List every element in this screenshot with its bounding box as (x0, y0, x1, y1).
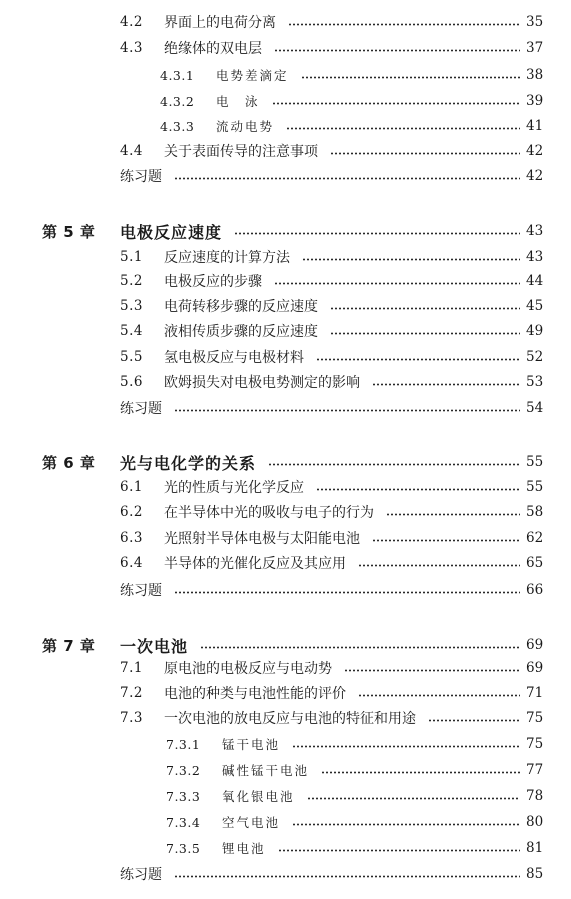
dot-leader (174, 177, 520, 180)
toc-title: 液相传质步骤的反应速度 (164, 324, 318, 340)
toc-title: 一次电池 (120, 636, 189, 656)
toc-number: 第 6 章 (42, 453, 96, 472)
toc-section[interactable] (0, 476, 571, 498)
toc-exercises[interactable] (0, 863, 571, 885)
toc-number: 7.3.3 (166, 788, 201, 804)
toc-page-number: 37 (526, 40, 544, 56)
toc-section[interactable] (0, 270, 571, 292)
toc-page-number: 45 (526, 298, 544, 314)
dot-leader (268, 463, 520, 466)
toc-page-number: 69 (526, 660, 544, 676)
toc-section[interactable] (0, 140, 571, 162)
dot-leader (330, 307, 520, 310)
dot-leader (386, 513, 520, 516)
dot-leader (174, 591, 520, 594)
toc-page-number: 53 (526, 374, 544, 390)
toc-page-number: 41 (526, 118, 544, 134)
toc-number: 4.3.3 (160, 118, 195, 134)
toc-number: 5.4 (120, 323, 143, 339)
toc-number: 5.2 (120, 273, 143, 289)
toc-page-number: 69 (526, 637, 544, 653)
toc-title: 电 泳 (216, 94, 260, 109)
toc-number: 7.3.2 (166, 762, 201, 778)
toc-subsection[interactable] (0, 837, 571, 859)
toc-page-number: 62 (526, 530, 544, 546)
dot-leader (301, 76, 520, 79)
dot-leader (272, 102, 520, 105)
toc-section[interactable] (0, 246, 571, 268)
toc-number: 7.3.1 (166, 736, 201, 752)
toc-subsection[interactable] (0, 64, 571, 86)
toc-page-number: 49 (526, 323, 544, 339)
toc-number: 6.1 (120, 479, 143, 495)
toc-page-number: 75 (526, 710, 544, 726)
toc-title: 锰干电池 (222, 737, 281, 752)
toc-section[interactable] (0, 657, 571, 679)
toc-title: 空气电池 (222, 815, 281, 830)
toc-section[interactable] (0, 682, 571, 704)
toc-page-number: 65 (526, 555, 544, 571)
toc-number: 7.3.5 (166, 840, 201, 856)
toc-section[interactable] (0, 527, 571, 549)
toc-number: 第 7 章 (42, 636, 96, 655)
dot-leader (286, 127, 520, 130)
toc-title: 界面上的电荷分离 (164, 15, 276, 31)
toc-section[interactable] (0, 346, 571, 368)
toc-number: 7.3.4 (166, 814, 201, 830)
dot-leader (358, 694, 520, 697)
toc-section[interactable] (0, 371, 571, 393)
dot-leader (278, 849, 520, 852)
toc-title: 氢电极反应与电极材料 (164, 350, 304, 366)
toc-title: 流动电势 (216, 119, 275, 134)
toc-page-number: 54 (526, 400, 544, 416)
toc-page-number: 42 (526, 143, 544, 159)
toc-title: 在半导体中光的吸收与电子的行为 (164, 505, 374, 521)
toc-number: 5.3 (120, 298, 143, 314)
toc-page-number: 58 (526, 504, 544, 520)
toc-number: 第 5 章 (42, 222, 96, 241)
toc-chapter-heading[interactable] (0, 220, 571, 242)
toc-page-number: 35 (526, 14, 544, 30)
toc-title: 电荷转移步骤的反应速度 (164, 299, 318, 315)
toc-exercises[interactable] (0, 397, 571, 419)
toc-subsection[interactable] (0, 90, 571, 112)
toc-title: 练习题 (120, 583, 162, 599)
toc-title: 电池的种类与电池性能的评价 (164, 686, 346, 702)
toc-section[interactable] (0, 320, 571, 342)
toc-title: 原电池的电极反应与电动势 (164, 661, 332, 677)
toc-subsection[interactable] (0, 759, 571, 781)
toc-number: 6.2 (120, 504, 143, 520)
dot-leader (292, 823, 520, 826)
toc-chapter-heading[interactable] (0, 451, 571, 473)
toc-subsection[interactable] (0, 785, 571, 807)
toc-page-number: 78 (526, 788, 544, 804)
dot-leader (234, 232, 520, 235)
toc-page-number: 55 (526, 454, 544, 470)
toc-page-number: 43 (526, 249, 544, 265)
dot-leader (316, 358, 520, 361)
toc-page-number: 75 (526, 736, 544, 752)
toc-exercises[interactable] (0, 165, 571, 187)
toc-section[interactable] (0, 552, 571, 574)
toc-section[interactable] (0, 295, 571, 317)
toc-number: 5.5 (120, 349, 143, 365)
toc-title: 练习题 (120, 867, 162, 883)
dot-leader (321, 771, 520, 774)
dot-leader (358, 564, 520, 567)
toc-page-number: 44 (526, 273, 544, 289)
toc-page-number: 55 (526, 479, 544, 495)
toc-page-number: 85 (526, 866, 544, 882)
toc-section[interactable] (0, 37, 571, 59)
toc-exercises[interactable] (0, 579, 571, 601)
toc-page-number: 66 (526, 582, 544, 598)
toc-title: 光与电化学的关系 (120, 453, 257, 473)
toc-title: 氧化银电池 (222, 789, 295, 804)
toc-title: 光照射半导体电极与太阳能电池 (164, 531, 360, 547)
dot-leader (174, 875, 520, 878)
toc-title: 关于表面传导的注意事项 (164, 144, 318, 160)
toc-page-number: 52 (526, 349, 544, 365)
dot-leader (316, 488, 520, 491)
toc-subsection[interactable] (0, 115, 571, 137)
toc-page-number: 71 (526, 685, 544, 701)
toc-title: 光的性质与光化学反应 (164, 480, 304, 496)
dot-leader (274, 282, 520, 285)
dot-leader (292, 745, 520, 748)
toc-section[interactable] (0, 11, 571, 33)
toc-number: 7.1 (120, 660, 143, 676)
toc-number: 4.3.2 (160, 93, 195, 109)
toc-subsection[interactable] (0, 811, 571, 833)
toc-title: 绝缘体的双电层 (164, 41, 262, 57)
toc-number: 4.2 (120, 14, 143, 30)
toc-title: 锂电池 (222, 841, 266, 856)
dot-leader (344, 669, 520, 672)
toc-title: 练习题 (120, 169, 162, 185)
dot-leader (372, 539, 520, 542)
dot-leader (274, 49, 520, 52)
toc-page-number: 80 (526, 814, 544, 830)
toc-number: 5.6 (120, 374, 143, 390)
toc-number: 6.4 (120, 555, 143, 571)
toc-page-number: 81 (526, 840, 544, 856)
toc-page-number: 38 (526, 67, 544, 83)
toc-title: 一次电池的放电反应与电池的特征和用途 (164, 711, 416, 727)
toc-number: 7.3 (120, 710, 143, 726)
toc-title: 半导体的光催化反应及其应用 (164, 556, 346, 572)
dot-leader (428, 719, 520, 722)
dot-leader (372, 383, 520, 386)
toc-number: 4.3 (120, 40, 143, 56)
toc-title: 电极反应速度 (120, 222, 223, 242)
toc-number: 5.1 (120, 249, 143, 265)
toc-title: 碱性锰干电池 (222, 763, 310, 778)
toc-chapter-heading[interactable] (0, 634, 571, 656)
dot-leader (200, 646, 520, 649)
toc-subsection[interactable] (0, 733, 571, 755)
dot-leader (174, 409, 520, 412)
dot-leader (288, 23, 520, 26)
dot-leader (302, 258, 520, 261)
toc-title: 反应速度的计算方法 (164, 250, 290, 266)
toc-number: 7.2 (120, 685, 143, 701)
dot-leader (307, 797, 520, 800)
toc-page-number: 43 (526, 223, 544, 239)
toc-page-number: 39 (526, 93, 544, 109)
toc-page-number: 42 (526, 168, 544, 184)
toc-title: 电势差滴定 (216, 68, 289, 83)
toc-title: 练习题 (120, 401, 162, 417)
dot-leader (330, 152, 520, 155)
toc-number: 4.3.1 (160, 67, 195, 83)
toc-section[interactable] (0, 501, 571, 523)
toc-title: 欧姆损失对电极电势测定的影响 (164, 375, 360, 391)
toc-title: 电极反应的步骤 (164, 274, 262, 290)
toc-section[interactable] (0, 707, 571, 729)
toc-page-number: 77 (526, 762, 544, 778)
toc-number: 4.4 (120, 143, 143, 159)
toc-number: 6.3 (120, 530, 143, 546)
dot-leader (330, 332, 520, 335)
